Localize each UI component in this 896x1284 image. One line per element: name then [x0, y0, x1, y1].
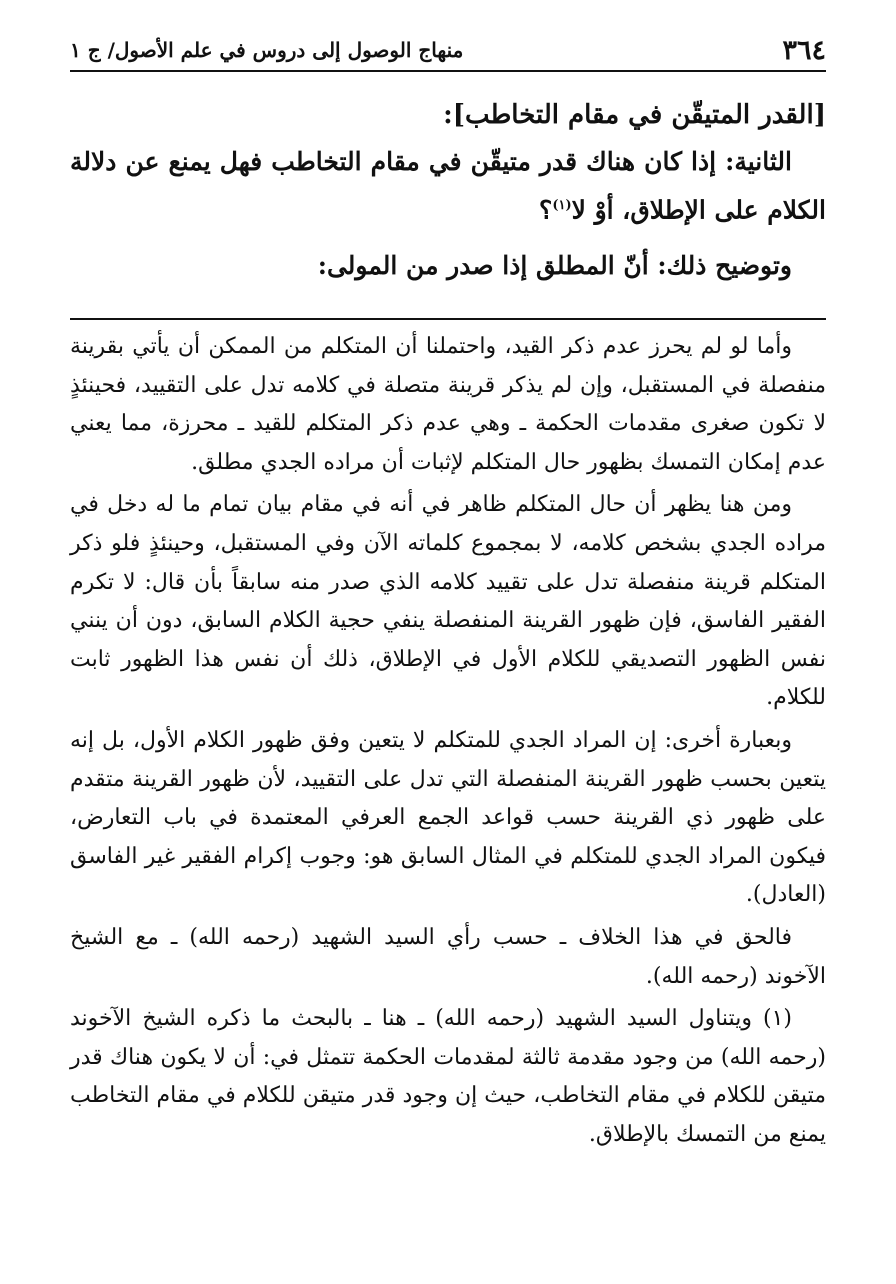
question-paragraph — [70, 140, 826, 232]
commentary-text — [70, 328, 826, 1158]
question-text: الثانية: إذا كان هناك قدر متيقّن في مقام التخاطب فهل يمنع عن دلالة الكلام على الإطلاق، أوْ لا — [70, 147, 826, 225]
footnote-paragraph: (١) ويتناول السيد الشهيد (رحمه الله) ـ هنا ـ بالبحث ما ذكره الشيخ الآخوند (رحمه الله) من وجود مقدمة ثالثة لمقدمات الحكمة تتمثل في: أن لا يكون هناك قدر متيقن للكلام في مقام التخاطب، حيث إن وجود قدر متيقن للكلام في مقام التخاطب يمنع من التمسك بالإطلاق. — [70, 1006, 826, 1147]
question-mark: ؟ — [539, 195, 553, 225]
page-number: ٣٦٤ — [782, 34, 826, 66]
explanation-paragraph: وتوضيح ذلك: أنّ المطلق إذا صدر من المولى: — [317, 251, 792, 281]
section-heading: [القدر المتيقّن في مقام التخاطب]: — [443, 100, 826, 130]
paragraph: فالحق في هذا الخلاف ـ حسب رأي السيد الشهيد (رحمه الله) ـ مع الشيخ الآخوند (رحمه الله). — [70, 924, 826, 989]
paragraph: وبعبارة أخرى: إن المراد الجدي للمتكلم لا يتعين وفق ظهور الكلام الأول، بل إنه يتعين بحسب ظهور القرينة المنفصلة التي تدل على التقييد، لأن ظهور القرينة متقدم على ظهور ذي القرينة حسب قواعد الجمع العرفي المعتمدة في باب التعارض، فيكون المراد الجدي للمتكلم في المثال السابق هو: وجوب إكرام الفقير غير الفاسق (العادل). — [70, 727, 826, 908]
section-divider — [70, 318, 826, 320]
page-header — [70, 30, 826, 72]
paragraph: وأما لو لم يحرز عدم ذكر القيد، واحتملنا أن المتكلم من الممكن أن يأتي بقرينة منفصلة في المستقبل، وإن لم يذكر قرينة متصلة في كلامه تدل على التقييد، فحينئذٍ لا تكون صغرى مقدمات الحكمة ـ وهي عدم ذكر المتكلم للقيد ـ محرزة، مما يعني عدم إمكان التمسك بظهور حال المتكلم لإثبات أن مراده الجدي مطلق. — [70, 334, 826, 475]
paragraph: ومن هنا يظهر أن حال المتكلم ظاهر في أنه في مقام بيان تمام ما له دخل في مراده الجدي بشخص كلامه، لا بمجموع كلماته الآن وفي المستقبل، وحينئذٍ فلو ذكر المتكلم قرينة منفصلة تدل على تقييد كلامه الذي صدر منه سابقاً بأن قال: لا تكرم الفقير الفاسق، فإن ظهور القرينة المنفصلة ينفي حجية الكلام السابق، دون أن ينني نفس الظهور التصديقي للكلام الأول في الإطلاق، ذلك أن نفس هذا الظهور ثابت للكلام. — [70, 492, 826, 711]
main-text — [70, 90, 826, 288]
footnote-ref: (١) — [552, 198, 572, 213]
book-title: منهاج الوصول إلى دروس في علم الأصول/ ج ١ — [70, 38, 464, 62]
